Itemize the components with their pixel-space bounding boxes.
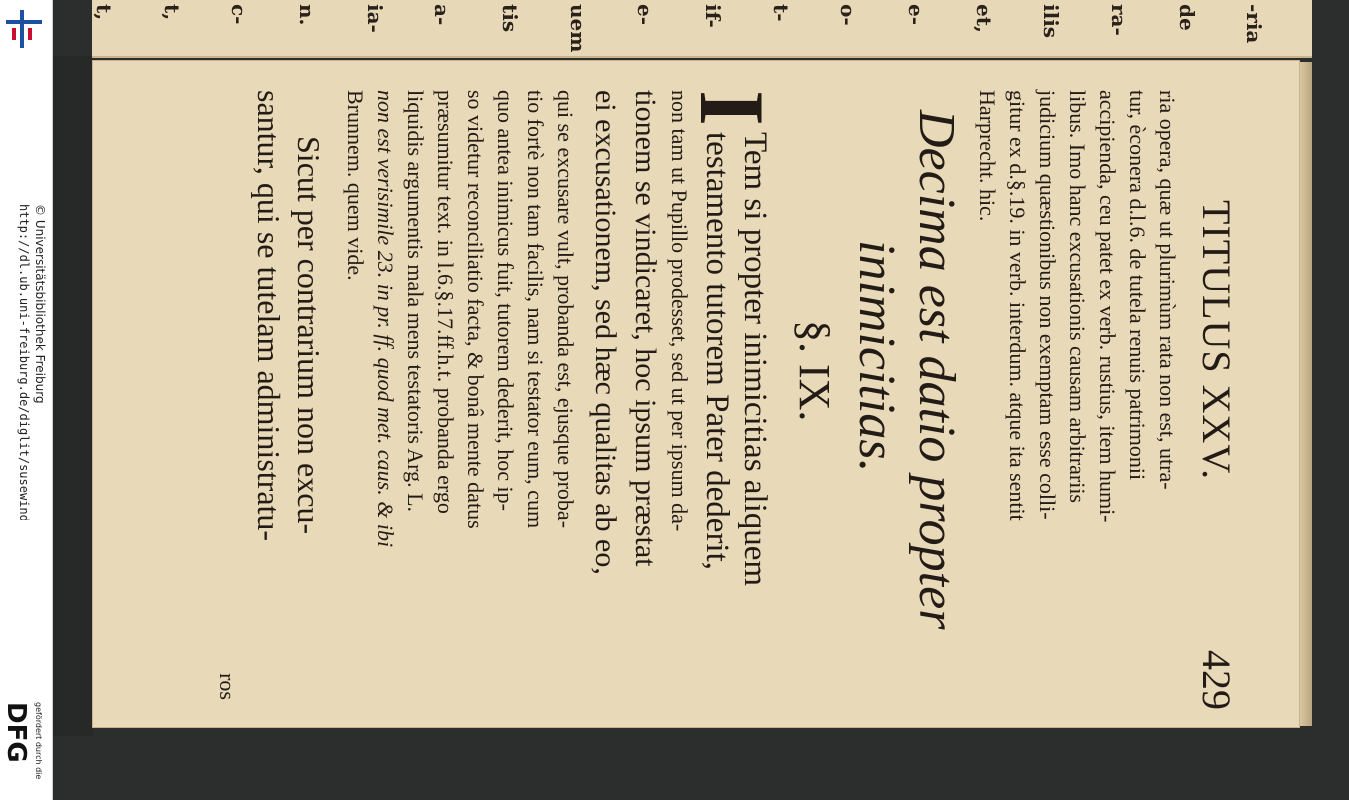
running-title: TITULUS XXV. xyxy=(1194,200,1239,481)
previous-page-fragment: n. xyxy=(295,4,319,26)
previous-page-fragment: -ria xyxy=(1242,4,1267,44)
text-line: ria opera, quæ ut plurimùm rata non est, utra- xyxy=(1155,90,1180,490)
dfg-logo xyxy=(2,700,50,796)
text-line-large: ei excusationem, sed hæc qualitas ab eo, xyxy=(589,90,622,575)
text-line: præsumitur text. in l.6.§.17.ff.h.t. probanda ergo xyxy=(433,90,458,514)
text-line: gitur ex d.§.19. in verb. interdum. atque ita sentit xyxy=(1005,90,1030,521)
previous-page-fragment: ia- xyxy=(362,4,387,33)
text-line: qui se excusare vult, probanda est, ejusque proba- xyxy=(553,90,578,529)
catchword: ros xyxy=(215,673,240,700)
previous-page-fragment: de xyxy=(1174,4,1199,31)
text-line: non est verisimile 23. in pr. ff. quod met. caus. & ibi xyxy=(373,90,398,548)
viewer-sidebar xyxy=(0,0,53,800)
text-line: Brunnem. quem vide. xyxy=(343,90,368,281)
source-url[interactable]: http://dl.ub.uni-freiburg.de/diglit/susewind1732_1/0431 xyxy=(17,204,31,520)
dfg-logo-text: DFG xyxy=(2,702,31,763)
previous-page-edge xyxy=(92,0,1312,58)
previous-page-fragment: if- xyxy=(701,4,725,28)
previous-page-fragment: et, xyxy=(971,4,996,33)
previous-page-fragment: a- xyxy=(430,4,455,26)
previous-page-fragment: t, xyxy=(92,4,116,21)
previous-page-fragment: c- xyxy=(227,4,252,25)
previous-page-fragment: t- xyxy=(768,4,793,22)
previous-page-fragment: uem xyxy=(565,4,590,53)
page-edge-shadow xyxy=(1300,62,1312,726)
text-line: tur, èconera d.l.6. de tutela renuis patrimonii xyxy=(1125,90,1150,481)
library-logo-icon xyxy=(4,6,44,52)
text-line: liquidis argumentis mala mens testatoris Arg. L. xyxy=(403,90,428,513)
previous-page-fragment: tis xyxy=(498,4,522,33)
text-line-large: testamento tutorem Pater dederit, xyxy=(699,132,735,571)
chapter-heading-line1: Decima est datio propter xyxy=(908,110,965,630)
running-header xyxy=(1190,90,1240,710)
previous-page-fragment: t, xyxy=(159,4,184,21)
text-line: tio fortè non tam facilis, nam si testator eum, cum xyxy=(523,90,548,529)
previous-page-fragment: ra- xyxy=(1107,4,1131,36)
copyright-notice: © Universitätsbibliothek Freiburg xyxy=(33,204,46,404)
chapter-heading-line2: inimicitias. xyxy=(848,240,905,473)
text-line-large: Sicut per contrarium non excu- xyxy=(291,136,327,535)
text-line: quo antea inimicus fuit, tutorem dederit, hoc ip- xyxy=(493,90,518,511)
previous-page-fragment: ilis xyxy=(1039,4,1064,39)
page-text-block xyxy=(100,90,1240,710)
text-line-large: Tem si propter inimicitias aliquem xyxy=(737,132,773,587)
previous-page-fragment: o- xyxy=(836,4,861,26)
previous-page-fragment: e- xyxy=(633,4,658,26)
text-line: accipienda, ceu patet ex verb. rustius, item humi- xyxy=(1095,90,1120,523)
text-line: Harprecht. hic. xyxy=(975,90,1000,222)
text-line: libus. Imo hanc excusationis causam arbitrariis xyxy=(1065,90,1090,503)
text-line: so videtur reconciliatio facta, & bonâ mente datus xyxy=(463,90,488,529)
page-number: 429 xyxy=(1194,650,1239,710)
previous-page-fragment: e- xyxy=(904,4,928,26)
section-mark: §. IX. xyxy=(790,320,839,422)
text-line: judicium quæstionibus non exemptam esse colli- xyxy=(1035,90,1060,520)
sidebar-url-block xyxy=(4,200,46,520)
text-line-large: tionem se vindicaret, hoc ipsum præstat xyxy=(629,90,662,567)
dfg-funding-note: gefördert durch die xyxy=(34,702,43,780)
text-line-large: santur, qui se tutelam administratu- xyxy=(251,90,287,542)
book-fold-shadow xyxy=(53,56,93,736)
drop-capital: I xyxy=(681,90,783,126)
text-line: non tam ut Pupillo prodesset, sed ut per ipsum da- xyxy=(667,90,692,532)
